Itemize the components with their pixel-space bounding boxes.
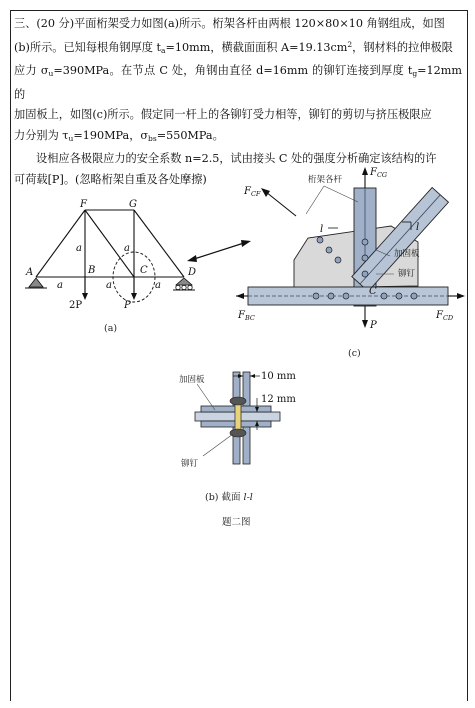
figure-title: 题二图 xyxy=(222,517,251,528)
section-mark: l xyxy=(416,222,420,233)
dim-label-a: a xyxy=(106,280,112,291)
dim-10mm: 10 mm xyxy=(261,371,296,382)
figure-b-caption: (b) 截面 l-l xyxy=(205,492,253,503)
label-rivet: 铆钉 xyxy=(181,459,199,469)
problem-line: 设相应各极限应力的安全系数 n=2.5，试由接头 C 处的强度分析确定该结构的许 xyxy=(36,152,437,165)
load-label-2p: 2P xyxy=(69,300,83,311)
figure-a-truss xyxy=(12,196,212,341)
label-gusset-plate: 加固板 xyxy=(179,375,205,385)
load-label-p: P xyxy=(124,300,131,311)
force-p: P xyxy=(370,320,377,331)
figure-c-joint xyxy=(236,166,466,366)
node-label-d: D xyxy=(188,267,197,278)
node-label-f: F xyxy=(80,199,87,210)
figure-c-caption: (c) xyxy=(348,348,361,359)
label-rivet: 铆钉 xyxy=(398,269,416,279)
force-fbc: $F_{BC}$ xyxy=(238,310,255,322)
dim-12mm: 12 mm xyxy=(261,394,296,405)
label-gusset-plate: 加固板 xyxy=(394,249,420,259)
dim-label-a: a xyxy=(155,280,161,291)
node-label-c: C xyxy=(140,265,148,276)
force-fcd: $F_{CD}$ xyxy=(436,310,454,322)
problem-statement xyxy=(14,14,462,190)
rivet-shank xyxy=(235,402,241,432)
rivet-head xyxy=(230,397,246,405)
dim-label-a: a xyxy=(57,280,63,291)
label-truss-members: 桁架各杆 xyxy=(308,175,343,185)
figure-a-caption: (a) xyxy=(104,323,118,334)
node-label-c: C xyxy=(369,286,377,297)
node-label-a: A xyxy=(26,267,34,278)
node-label-g: G xyxy=(129,199,137,210)
force-fcf: $F_{CF}$ xyxy=(244,186,261,198)
problem-line: 力分别为 $\tau_u=190MPa$，$\sigma_{bs}=550MPa$。 xyxy=(14,128,224,143)
force-fcg: $F_{CG}$ xyxy=(370,167,388,179)
section-mark: l xyxy=(320,224,324,235)
problem-line: (b)所示。已知每根角钢厚度 $t_a=10mm$，横截面面积 $A=19.13cm^2$，钢材料的拉伸极限 xyxy=(14,39,453,55)
dim-label-a: a xyxy=(124,243,130,254)
problem-line: 加固板上，如图(c)所示。假定同一杆上的各铆钉受力相等，铆钉的剪切与挤压极限应 xyxy=(14,108,432,121)
node-label-b: B xyxy=(88,265,96,276)
figure-b-section xyxy=(175,368,320,508)
problem-line: 应力 $\sigma_u=390MPa$。在节点 C 处，角钢由直径 d=16mm 的铆钉连接到厚度 $t_g=12mm$ 的 xyxy=(14,64,462,101)
roller-support xyxy=(176,278,192,285)
problem-line: 三、(20 分)平面桁架受力如图(a)所示。桁架各杆由两根 120×80×10 角钢组成，如图 xyxy=(14,17,445,30)
problem-line: 可荷载[P]。(忽略桁架自重及各处摩擦) xyxy=(14,172,207,186)
dim-label-a: a xyxy=(76,243,82,254)
pin-support xyxy=(29,278,43,287)
